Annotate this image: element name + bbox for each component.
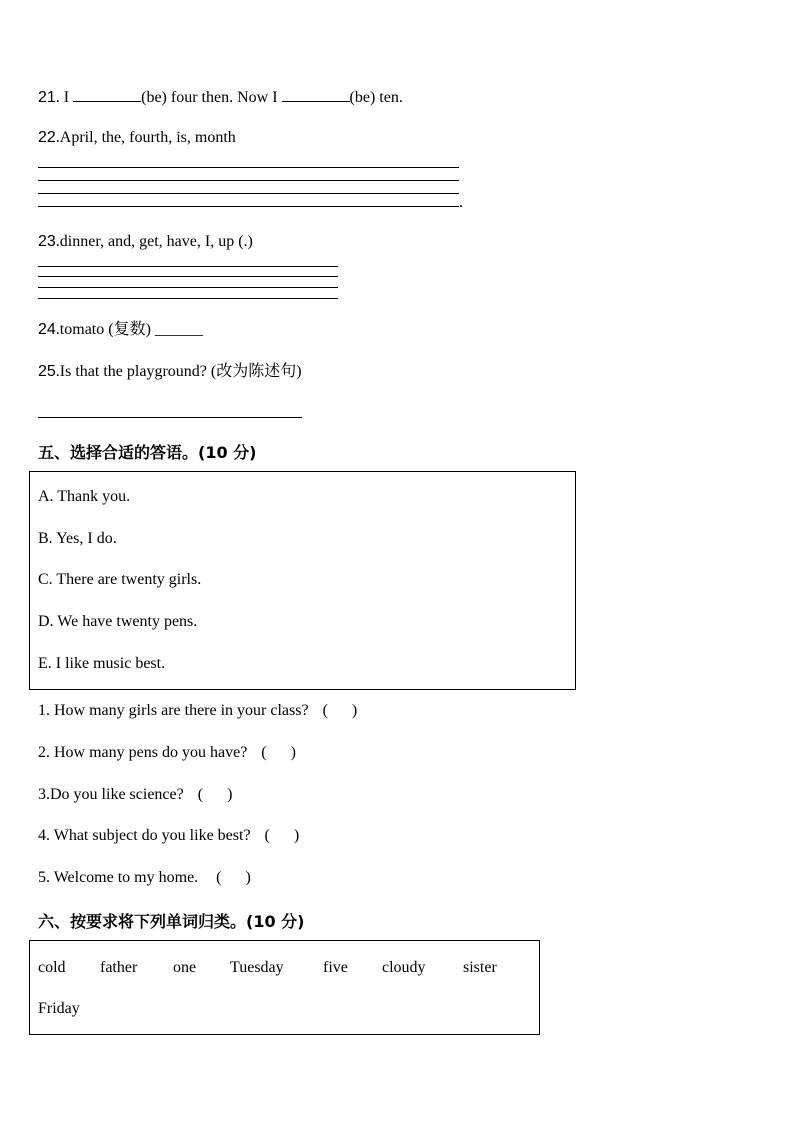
question-number: 25 xyxy=(38,363,56,380)
word-item: father xyxy=(100,959,138,976)
answer-parentheses[interactable]: ( ) xyxy=(322,702,358,719)
word-item: five xyxy=(323,959,348,976)
question-text: 2. How many pens do you have? xyxy=(38,744,248,761)
word-item: sister xyxy=(463,959,497,976)
option-b: B. Yes, I do. xyxy=(38,530,117,547)
question-text: . I xyxy=(55,89,74,106)
word-item: cloudy xyxy=(382,959,426,976)
question-number: 21 xyxy=(38,89,56,106)
question-text: (be) four then. Now I xyxy=(141,89,282,106)
answer-line[interactable] xyxy=(38,287,338,288)
word-item: one xyxy=(173,959,197,976)
match-question-5 xyxy=(38,869,251,887)
answer-line[interactable] xyxy=(38,276,338,277)
section-heading: 五、选择合适的答语。(10 分) xyxy=(38,443,257,462)
question-text: .tomato (复数) ______ xyxy=(55,321,203,338)
sentence-period: . xyxy=(459,194,463,211)
question-25 xyxy=(38,358,302,381)
answer-line[interactable] xyxy=(38,180,459,181)
answer-line[interactable] xyxy=(38,417,302,418)
question-text: 3.Do you like science? xyxy=(38,786,184,803)
answer-parentheses[interactable]: ( ) xyxy=(216,869,251,886)
word-item: Tuesday xyxy=(230,959,284,976)
question-text: 4. What subject do you like best? xyxy=(38,827,251,844)
option-c: C. There are twenty girls. xyxy=(38,571,202,588)
question-23 xyxy=(38,233,253,251)
question-text: .Is that the playground? (改为陈述句) xyxy=(55,363,302,380)
answer-parentheses[interactable]: ( ) xyxy=(197,786,233,803)
question-21 xyxy=(38,87,403,107)
question-text: (be) ten. xyxy=(349,89,403,106)
option-e: E. I like music best. xyxy=(38,655,166,672)
match-question-3 xyxy=(38,786,232,804)
question-text: .April, the, fourth, is, month xyxy=(55,129,236,146)
question-text: 5. Welcome to my home. xyxy=(38,869,199,886)
answer-line[interactable] xyxy=(38,193,459,194)
word-bank-box xyxy=(29,940,540,1035)
answer-parentheses[interactable]: ( ) xyxy=(261,744,296,761)
question-24 xyxy=(38,316,203,339)
option-d: D. We have twenty pens. xyxy=(38,613,198,630)
answer-parentheses[interactable]: ( ) xyxy=(264,827,300,844)
answer-blank[interactable] xyxy=(73,87,141,102)
answer-blank[interactable] xyxy=(282,87,350,102)
question-number: 22 xyxy=(38,129,56,146)
match-question-1 xyxy=(38,702,357,720)
option-a: A. Thank you. xyxy=(38,488,131,505)
question-text: 1. How many girls are there in your class? xyxy=(38,702,309,719)
word-item: cold xyxy=(38,959,66,976)
question-22 xyxy=(38,129,236,147)
question-number: 24 xyxy=(38,321,56,338)
word-item: Friday xyxy=(38,1000,80,1017)
question-text: .dinner, and, get, have, I, up (.) xyxy=(55,233,253,250)
answer-line[interactable] xyxy=(38,298,338,299)
match-question-4 xyxy=(38,827,299,845)
section-heading: 六、按要求将下列单词归类。(10 分) xyxy=(38,912,305,931)
answer-line[interactable] xyxy=(38,206,459,207)
match-question-2 xyxy=(38,744,296,762)
answer-line[interactable] xyxy=(38,167,459,168)
question-number: 23 xyxy=(38,233,56,250)
answer-line[interactable] xyxy=(38,266,338,267)
